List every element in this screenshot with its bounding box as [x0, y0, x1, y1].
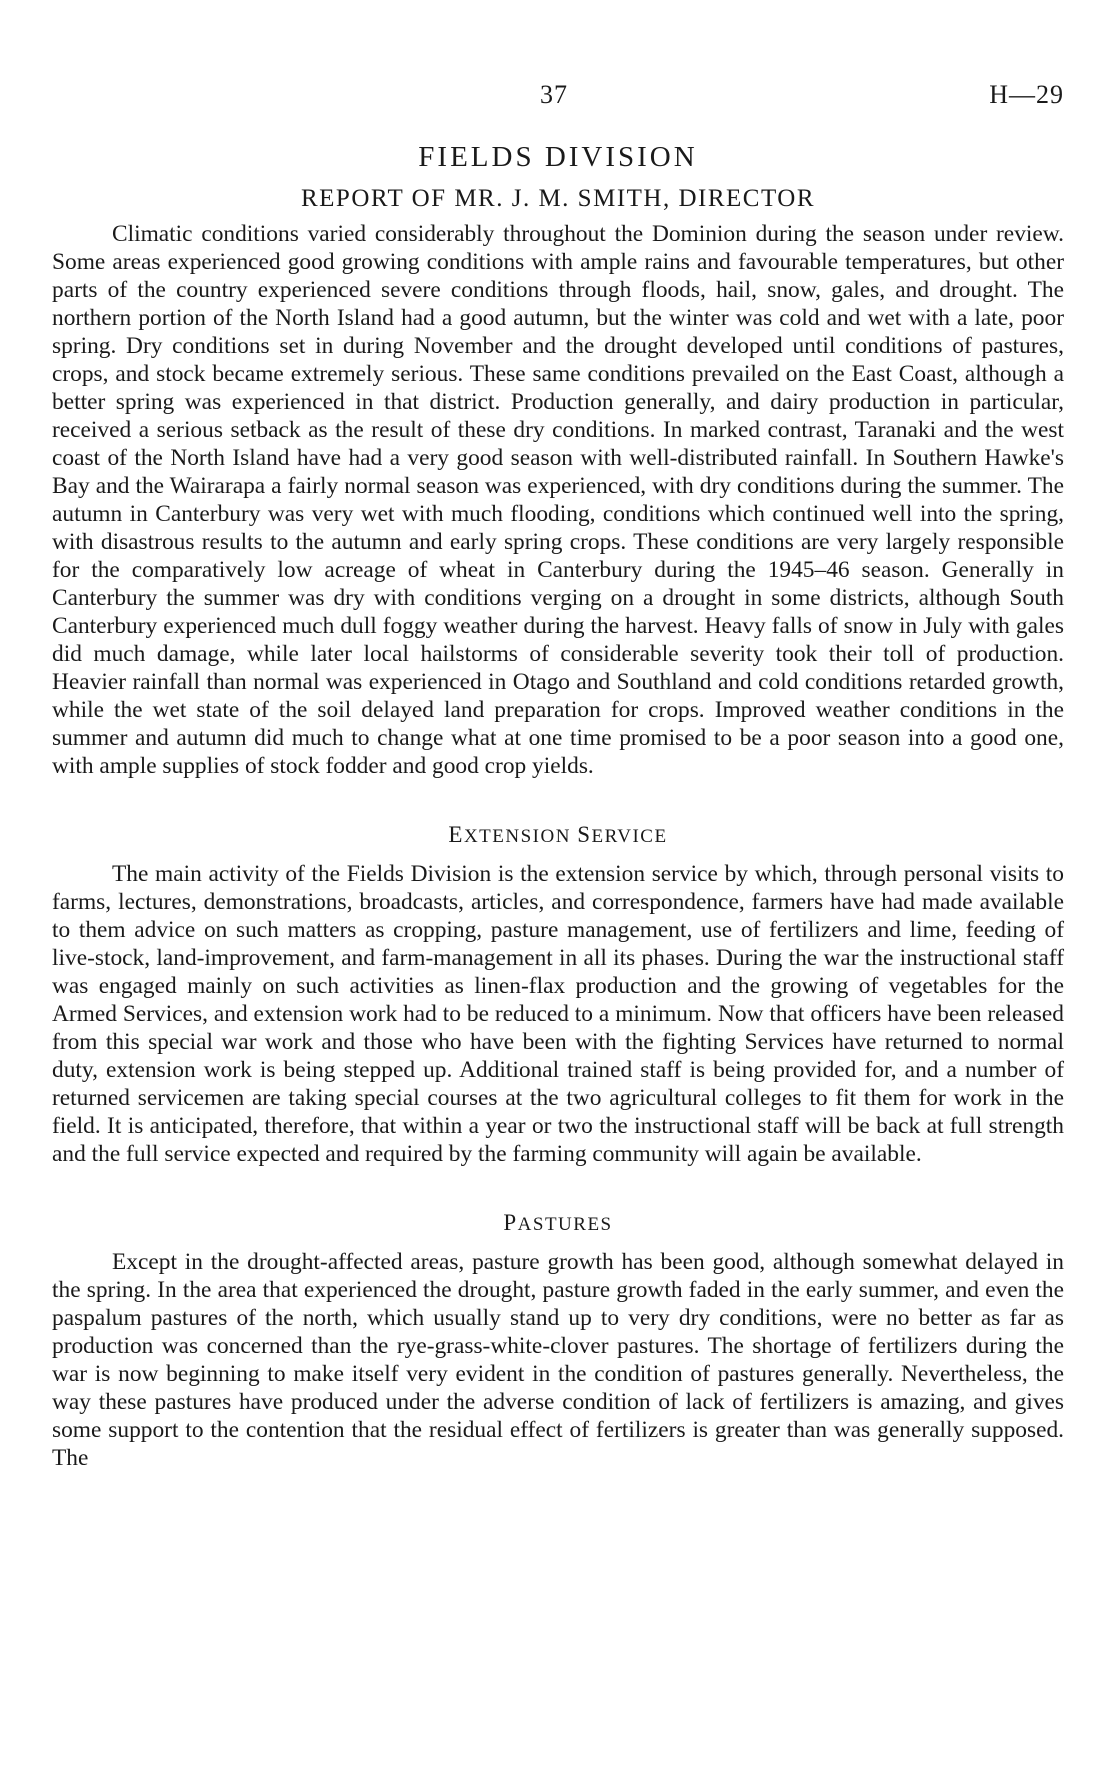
heading-rest: XTENSION	[463, 826, 571, 847]
page-number: 37	[540, 80, 568, 109]
heading-initial: S	[577, 822, 592, 847]
pastures-heading	[52, 1210, 1064, 1238]
intro-paragraph: Climatic conditions varied considerably throughout the Dominion during the season under review. Some areas experienced good growing conditions with ample rains and favourable temperatures, but other parts of the country experienced severe conditions through floods, hail, snow, gales, and drought. The northern portion of the North Island had a good autumn, but the winter was cold and wet with a late, poor spring. Dry conditions set in during November and the drought developed until conditions of pastures, crops, and stock became extremely serious. These same conditions prevailed on the East Coast, although a better spring was experienced in that district. Production generally, and dairy production in particular, received a serious setback as the result of these dry conditions. In marked contrast, Taranaki and the west coast of the North Island have had a very good season with well-distributed rainfall. In Southern Hawke's Bay and the Wairarapa a fairly normal season was experienced, with dry conditions during the summer. The autumn in Canterbury was very wet with much flooding, conditions which continued well into the spring, with disastrous results to the autumn and early spring crops. These conditions are very largely responsible for the comparatively low acreage of wheat in Canterbury during the 1945–46 season. Generally in Canterbury the summer was dry with conditions verging on a drought in some districts, although South Canterbury experienced much dull foggy weather during the harvest. Heavy falls of snow in July with gales did much damage, while later local hailstorms of considerable severity took their toll of production. Heavier rainfall than normal was experienced in Otago and Southland and cold conditions retarded growth, while the wet state of the soil delayed land preparation for crops. Improved weather conditions in the summer and autumn did much to change what at one time promised to be a poor season into a good one, with ample supplies of stock fodder and good crop yields.	[52, 221, 1064, 779]
heading-rest: ERVICE	[591, 826, 668, 847]
heading-initial: E	[448, 822, 464, 847]
report-title: REPORT OF MR. J. M. SMITH, DIRECTOR	[300, 185, 816, 212]
heading-initial: P	[503, 1210, 518, 1235]
document-reference: H—29	[989, 80, 1064, 109]
pastures-paragraph: Except in the drought-affected areas, pasture growth has been good, although somewhat delayed in the spring. In the area that experienced the drought, pasture growth faded in the early summer, and even the paspalum pastures of the north, which usually stand up to very dry conditions, were no better as far as production was concerned than the rye-grass-white-clover pastures. The shortage of fertilizers during the war is now beginning to make itself very evident in the condition of pastures generally. Nevertheless, the way these pastures have produced under the adverse condition of lack of fertilizers is amazing, and gives some support to the contention that the residual effect of fertilizers is greater than was generally supposed. The	[52, 1249, 1064, 1471]
division-title: FIELDS DIVISION	[418, 141, 698, 173]
document-page	[52, 70, 1064, 1472]
running-header	[52, 70, 1064, 110]
heading-rest: ASTURES	[517, 1214, 613, 1235]
extension-service-paragraph: The main activity of the Fields Division is the extension service by which, through personal visits to farms, lectures, demonstrations, broadcasts, articles, and correspondence, farmers have had made available to them advice on such matters as cropping, pasture management, use of fertilizers and lime, feeding of live-stock, land-improvement, and farm-management in all its phases. During the war the instructional staff was engaged mainly on such activities as linen-flax production and the growing of vegetables for the Armed Services, and extension work had to be reduced to a minimum. Now that officers have been released from this special war work and those who have been with the fighting Services have returned to normal duty, extension work is being stepped up. Additional trained staff is being provided for, and a number of returned servicemen are taking special courses at the two agricultural colleges to fit them for work in the field. It is anticipated, therefore, that within a year or two the instructional staff will be back at full strength and the full service expected and required by the farming community will again be available.	[52, 861, 1064, 1167]
extension-service-heading	[52, 822, 1064, 850]
